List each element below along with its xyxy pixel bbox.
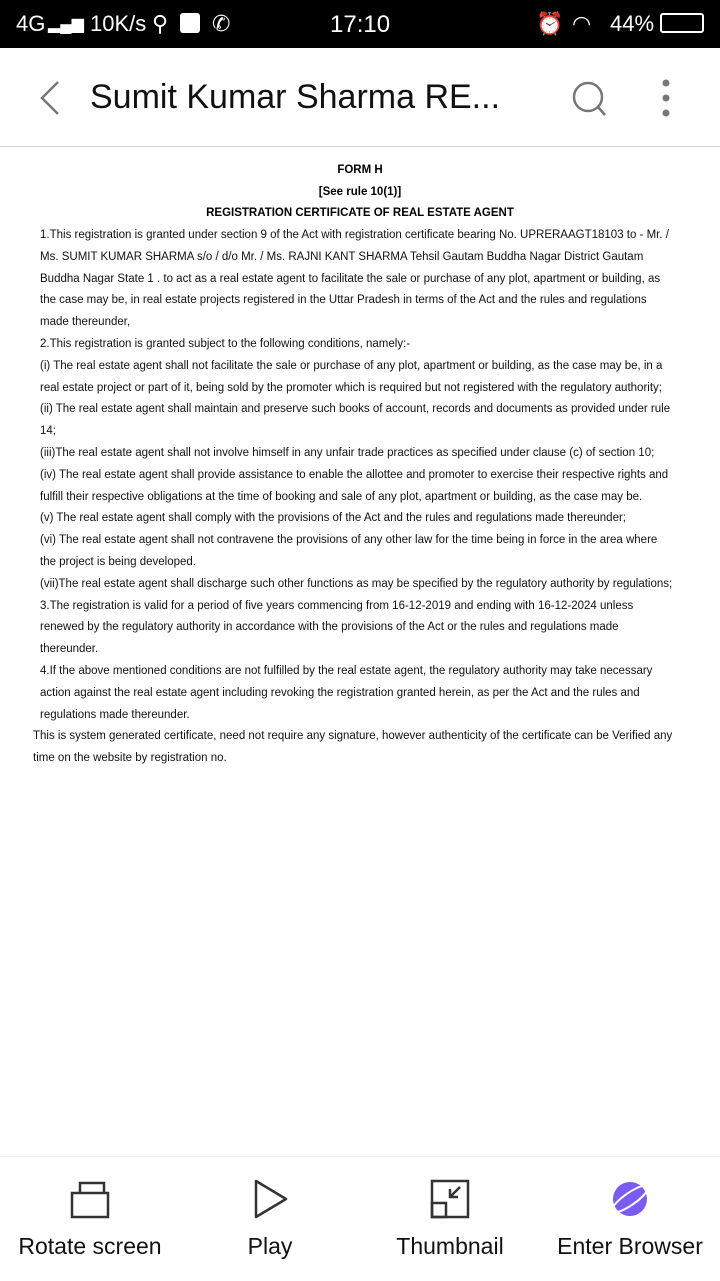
document-text-line: 2.This registration is granted subject to the following conditions, namely:-	[40, 338, 411, 351]
document-text-line: (vi) The real estate agent shall not contravene the provisions of any other law for the time being in force in the area where	[40, 534, 658, 547]
document-text-line: fulfill their respective obligations at the time of booking and sale of any plot, apartment or building, as the case may be.	[40, 490, 643, 503]
status-bar	[0, 0, 720, 48]
play-icon	[250, 1177, 290, 1221]
bottom-toolbar	[0, 1156, 720, 1281]
document-text-line: (v) The real estate agent shall comply with the provisions of the Act and the rules and regulations made thereunder;	[40, 512, 626, 525]
app-bar	[0, 48, 720, 147]
document-text-line: regulations made thereunder.	[40, 708, 190, 721]
document-text-line: made thereunder,	[40, 316, 131, 329]
network-speed: 10K/s	[90, 11, 147, 36]
enter-browser-button[interactable]	[540, 1157, 720, 1281]
document-text-line: Buddha Nagar State 1 . to act as a real estate agent to facilitate the sale or purchase of any plot, apartment or building, as	[40, 272, 661, 285]
document-text-line: real estate project or part of it, being sold by the promoter which is required but not registered with the regulatory authority;	[40, 381, 662, 394]
certificate-footer-line: This is system generated certificate, need not require any signature, however authenticity of the certificate can be Verified any	[33, 730, 673, 743]
document-text-line: the project is being developed.	[40, 556, 196, 569]
wifi-icon: ◠	[572, 11, 592, 36]
document-text-line: 1.This registration is granted under section 9 of the Act with registration certificate bearing No. UPRERAAGT18103 to - Mr. /	[40, 229, 669, 242]
document-text-line: (i) The real estate agent shall not facilitate the sale or purchase of any plot, apartment or building, as the case may be, in a	[40, 359, 663, 372]
document-text-line: (ii) The real estate agent shall maintain and preserve such books of account, records and documents as provided under rule	[40, 403, 671, 416]
document-text-line: Ms. SUMIT KUMAR SHARMA s/o / d/o Mr. / Ms. RAJNI KANT SHARMA Tehsil Gautam Buddha Nagar District Gautam	[40, 250, 644, 263]
whatsapp-icon: ✆	[212, 11, 231, 36]
play-label: Play	[247, 1233, 293, 1259]
certificate-heading: REGISTRATION CERTIFICATE OF REAL ESTATE AGENT	[206, 207, 514, 220]
clock: 17:10	[330, 11, 391, 38]
signal-icon: ▂▄▆	[48, 16, 84, 33]
document-text-line: the case may be, in real estate projects registered in the Uttar Pradesh in terms of the Act and the rules and regulations	[40, 294, 647, 307]
document-text-line: 4.If the above mentioned conditions are not fulfilled by the real estate agent, the regulatory authority may take necessary	[40, 665, 653, 677]
rotate-screen-button[interactable]	[0, 1157, 180, 1281]
document-text-line: (iii)The real estate agent shall not involve himself in any unfair trade practices as specified under clause (c) of section 10;	[40, 447, 655, 460]
thumbnail-label: Thumbnail	[396, 1233, 504, 1259]
battery-icon	[660, 13, 704, 33]
more-options-icon[interactable]	[658, 78, 674, 118]
pdf-page	[0, 160, 720, 770]
form-title: FORM H	[337, 164, 383, 176]
thumbnail-button[interactable]	[360, 1157, 540, 1281]
play-button[interactable]	[180, 1157, 360, 1281]
rotate-icon	[70, 1177, 110, 1221]
rotate-label: Rotate screen	[18, 1233, 162, 1259]
document-text-line: 14;	[40, 425, 56, 438]
usb-icon: ⚲	[152, 11, 169, 36]
document-text-line: action against the real estate agent including revoking the registration granted herein, as per the Act and the rules and	[40, 686, 640, 699]
certificate-footer-line: time on the website by registration no.	[33, 752, 227, 765]
browser-label: Enter Browser	[557, 1233, 703, 1259]
battery-percent: 44%	[610, 11, 655, 36]
document-text-line: thereunder.	[40, 643, 99, 656]
rule-reference: [See rule 10(1)]	[318, 185, 402, 198]
alarm-icon: ⏰	[536, 11, 564, 36]
browser-planet-icon	[610, 1177, 650, 1221]
document-text-line: renewed by the regulatory authority in accordance with the provisions of the Act or the rules and regulations made	[40, 621, 619, 634]
document-text-line: 3.The registration is valid for a period of five years commencing from 16-12-2019 and ending with 16-12-2024 unless	[40, 599, 634, 612]
document-text-line: (vii)The real estate agent shall discharge such other functions as may be specified by the regulatory authority by regulations;	[40, 577, 673, 590]
search-icon[interactable]	[570, 80, 610, 120]
document-text-line: (iv) The real estate agent shall provide assistance to enable the allottee and promoter to exercise their respective rights and	[40, 468, 669, 481]
network-type: 4G	[16, 11, 46, 36]
document-title: Sumit Kumar Sharma RE...	[90, 78, 501, 116]
thumbnail-icon	[430, 1177, 470, 1221]
back-icon[interactable]	[36, 78, 62, 118]
usb-debug-icon	[180, 13, 200, 33]
